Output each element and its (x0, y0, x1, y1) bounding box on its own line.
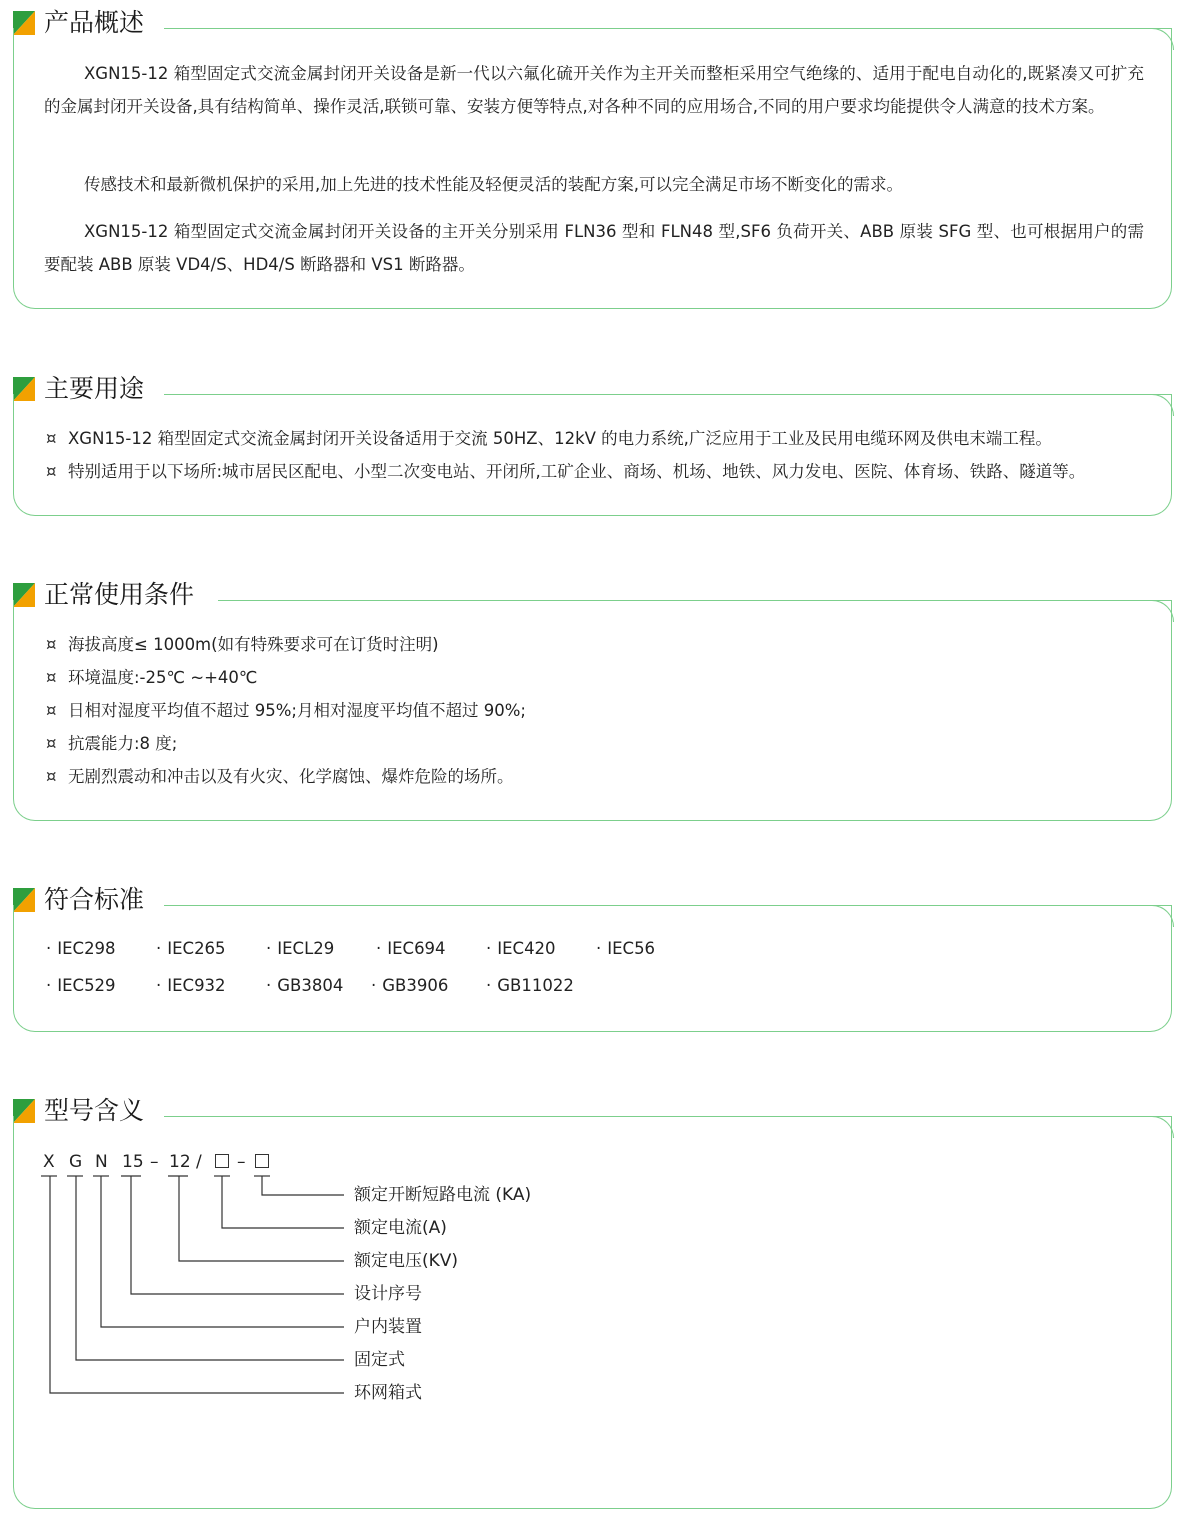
standard-item: · GB3804 (266, 976, 344, 995)
model-code-char: 15 (122, 1152, 144, 1172)
model-code-char: N (95, 1152, 108, 1172)
model-code-char: X (43, 1152, 55, 1172)
model-code-char: / (196, 1152, 202, 1172)
conditions-item: ¤ 无剧烈震动和冲击以及有火灾、化学腐蚀、爆炸危险的场所。 (46, 760, 514, 793)
standard-item: · IEC298 (46, 939, 116, 958)
model-legend-label: 固定式 (354, 1350, 405, 1370)
conditions-item: ¤ 抗震能力:8 度; (46, 727, 177, 760)
standard-item: · IEC56 (596, 939, 656, 958)
standard-item: · IEC694 (376, 939, 446, 958)
model-legend-label: 户内装置 (354, 1317, 422, 1337)
usage-item: ¤ XGN15-12 箱型固定式交流金属封闭开关设备适用于交流 50HZ、12kV 的电力系统,广泛应用于工业及民用电缆环网及供电末端工程。 (46, 422, 1052, 455)
bullet-icon: ¤ (46, 429, 57, 448)
standard-item: · IEC265 (156, 939, 226, 958)
bullet-icon: ¤ (46, 462, 57, 481)
bullet-icon: ¤ (46, 734, 57, 753)
model-legend-label: 设计序号 (354, 1284, 422, 1304)
standards-title: 符合标准 (44, 885, 145, 914)
overview-paragraph-3: XGN15-12 箱型固定式交流金属封闭开关设备的主开关分别采用 FLN36 型和 FLN48 型,SF6 负荷开关、ABB 原装 SFG 型、也可根据用户的需要配装 ABB 原装 VD4/S、HD4/S 断路器和 VS1 断路器。 (44, 222, 1144, 274)
placeholder-square-icon (255, 1154, 269, 1168)
overview-paragraph-1: XGN15-12 箱型固定式交流金属封闭开关设备是新一代以六氟化硫开关作为主开关而整柜采用空气绝缘的、适用于配电自动化的,既紧凑又可扩充的金属封闭开关设备,具有结构简单、操作灵活,联锁可靠、安装方便等特点,对各种不同的应用场合,不同的用户要求均能提供令人满意的技术方案。 (44, 64, 1144, 116)
bullet-icon: ¤ (46, 767, 57, 786)
conditions-title: 正常使用条件 (44, 580, 195, 609)
bullet-icon: ¤ (46, 701, 57, 720)
model-title: 型号含义 (44, 1096, 145, 1125)
bullet-icon: ¤ (46, 668, 57, 687)
conditions-item: ¤ 环境温度:-25℃ ~+40℃ (46, 661, 257, 694)
model-code-char: 12 (169, 1152, 191, 1172)
model-code-char: G (69, 1152, 83, 1172)
model-legend-label: 额定电压(KV) (354, 1251, 459, 1271)
usage-item: ¤ 特别适用于以下场所:城市居民区配电、小型二次变电站、开闭所,工矿企业、商场、机场、地铁、风力发电、医院、体育场、铁路、隧道等。 (46, 455, 1085, 488)
model-code-char: – (237, 1152, 246, 1172)
bullet-icon: ¤ (46, 635, 57, 654)
standard-item: · IEC420 (486, 939, 556, 958)
model-legend-label: 环网箱式 (354, 1383, 422, 1403)
standard-item: · IEC529 (46, 976, 116, 995)
conditions-item: ¤ 日相对湿度平均值不超过 95%;月相对湿度平均值不超过 90%; (46, 694, 526, 727)
usage-title: 主要用途 (44, 374, 145, 403)
standard-item: · IECL29 (266, 939, 335, 958)
standards-box (13, 905, 1172, 1032)
standard-item: · GB11022 (486, 976, 574, 995)
model-legend-label: 额定电流(A) (354, 1218, 447, 1238)
standard-item: · GB3906 (371, 976, 449, 995)
standard-item: · IEC932 (156, 976, 226, 995)
model-legend-label: 额定开断短路电流 (KA) (354, 1185, 532, 1205)
model-code-diagram (0, 1170, 360, 1400)
overview-title: 产品概述 (44, 8, 145, 37)
model-code-char: – (150, 1152, 159, 1172)
overview-paragraph-2: 传感技术和最新微机保护的采用,加上先进的技术性能及轻便灵活的装配方案,可以完全满足市场不断变化的需求。 (84, 175, 903, 194)
conditions-item: ¤ 海拔高度≤ 1000m(如有特殊要求可在订货时注明) (46, 628, 439, 661)
placeholder-square-icon (215, 1154, 229, 1168)
